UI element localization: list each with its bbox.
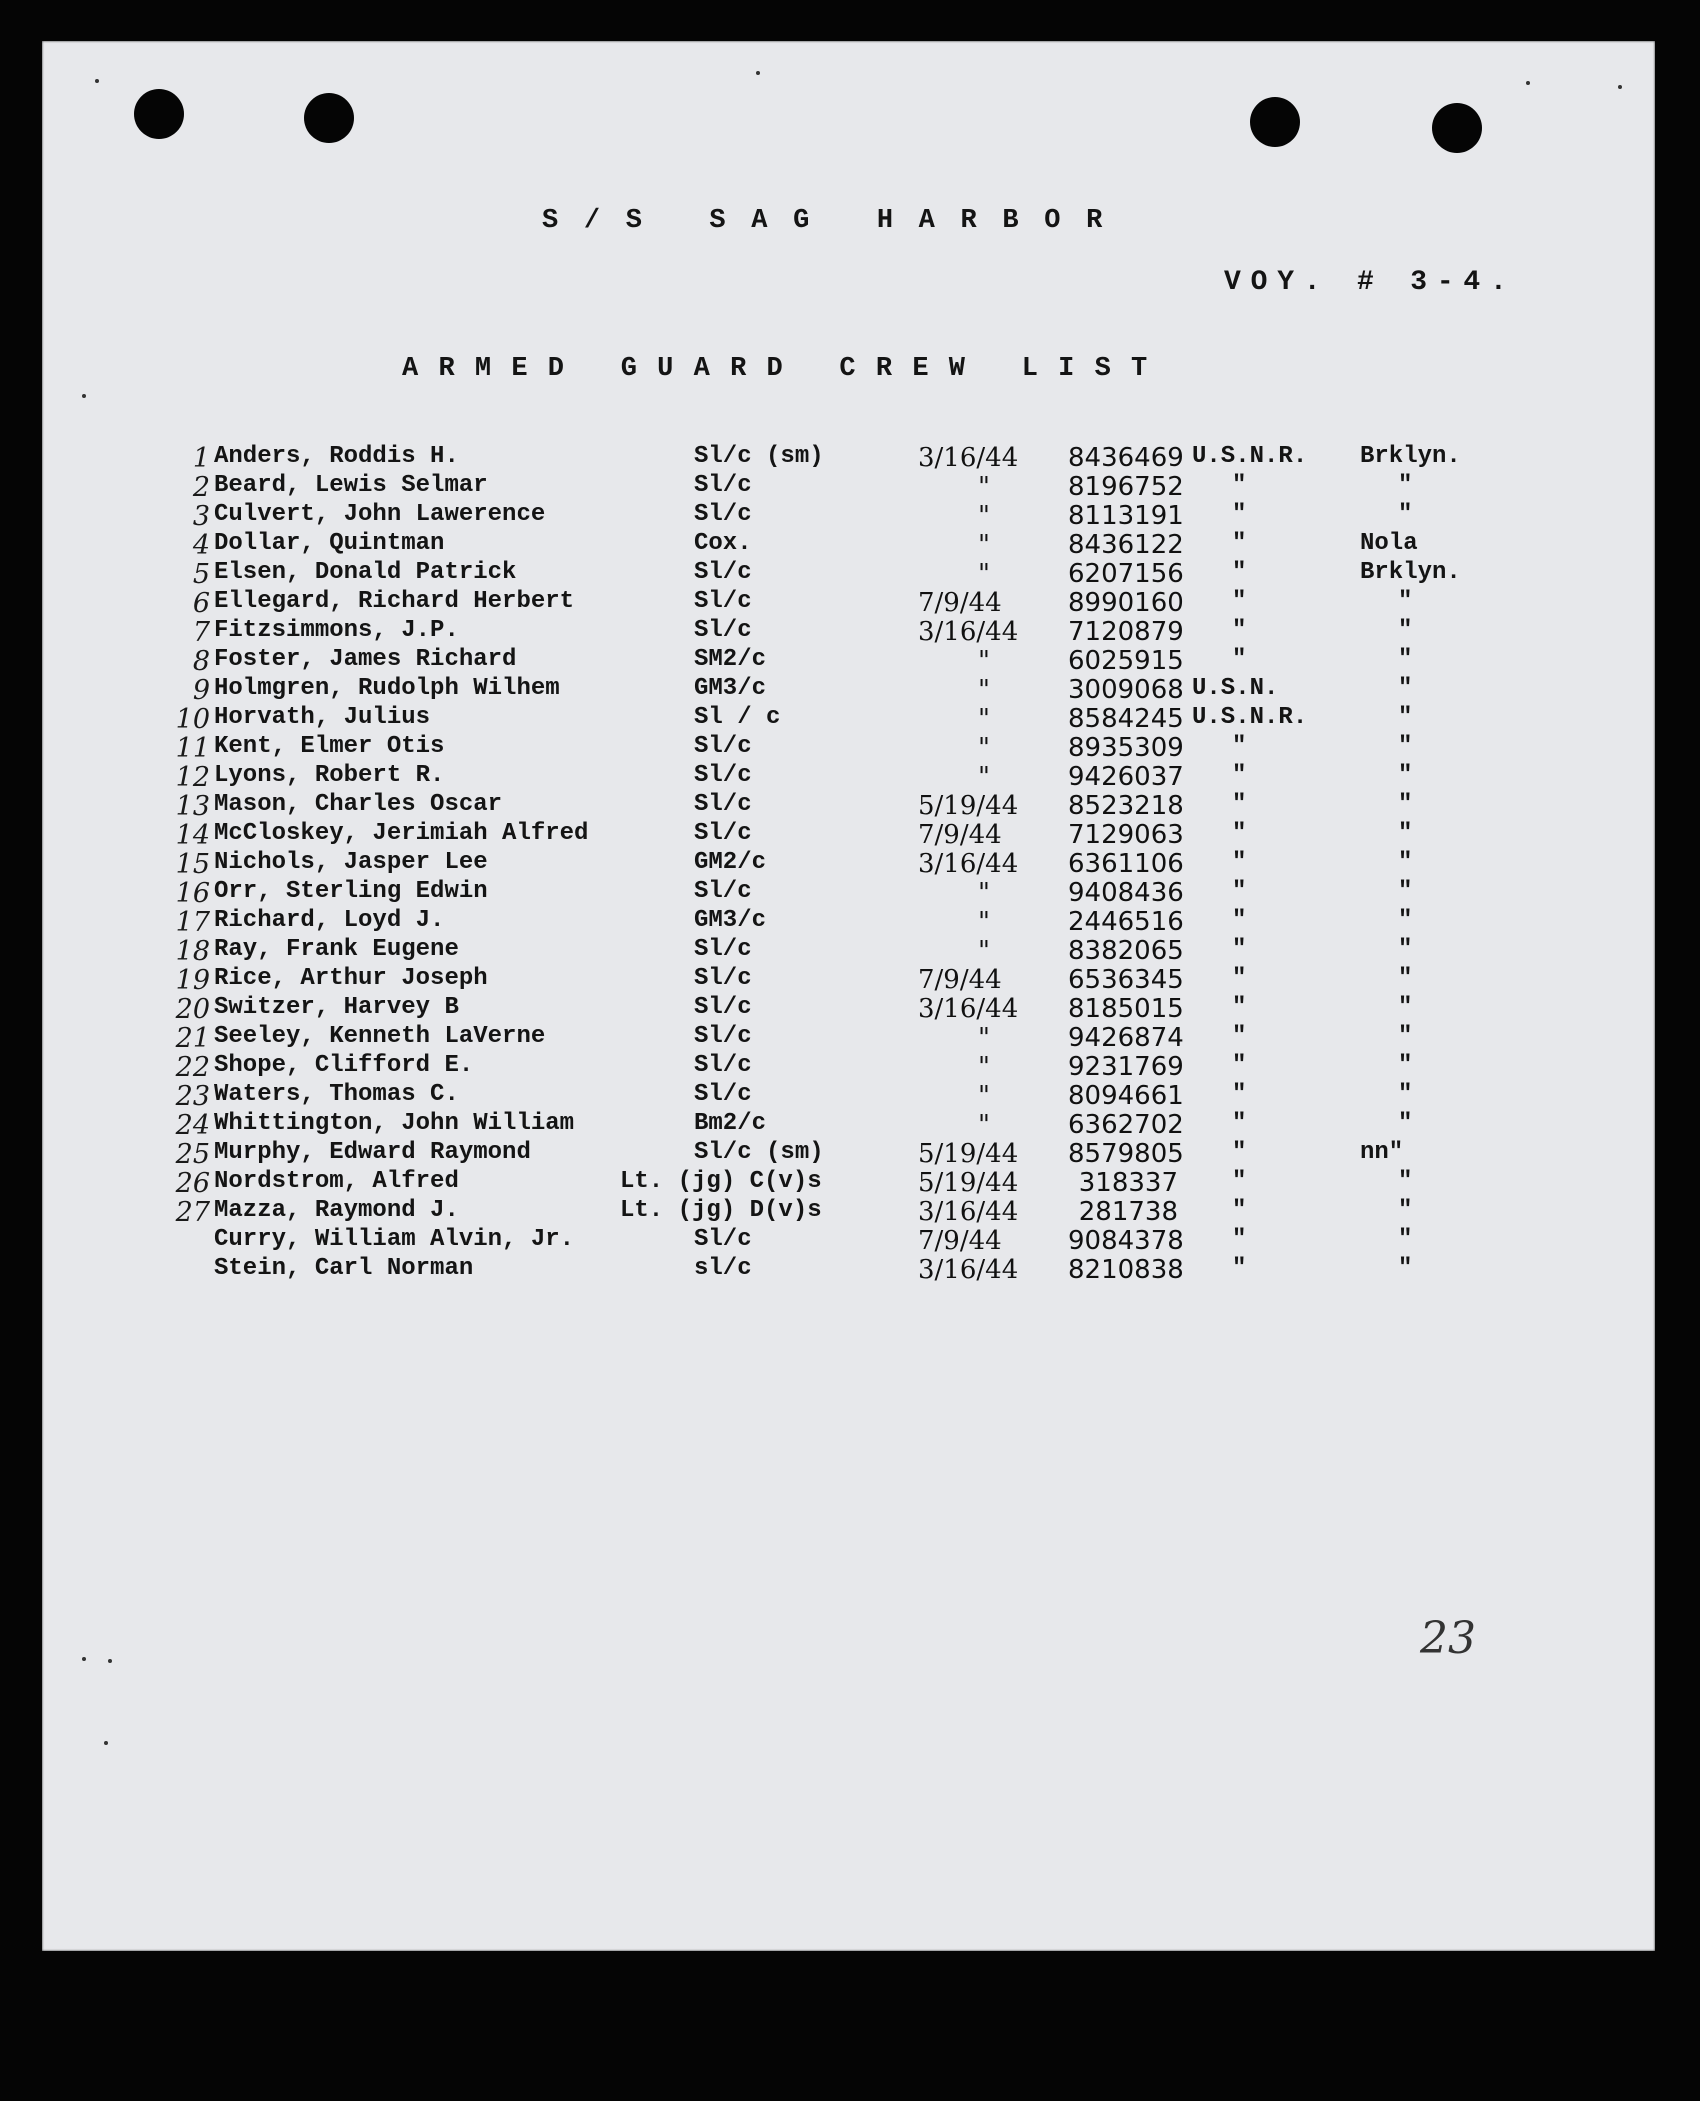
crew-date: 7/9/44 [918,588,1002,618]
crew-service-number: 8113191 [1068,501,1184,531]
crew-member-name: Mazza, Raymond J. [214,1197,459,1224]
speck [82,394,86,398]
crew-service-number: 6361106 [1068,849,1184,879]
crew-service-number: 7129063 [1068,820,1184,850]
crew-member-name: Curry, William Alvin, Jr. [214,1226,575,1253]
crew-branch: " [1232,1168,1247,1195]
crew-rank: Sl/c [694,733,752,760]
speck [82,1657,86,1661]
crew-service-number: 6362702 [1068,1110,1184,1140]
crew-member-name: Mason, Charles Oscar [214,791,503,818]
crew-date: " [978,1023,990,1053]
crew-row-number: 3 [192,501,210,532]
crew-row [42,1168,1655,1197]
crew-home-port: " [1398,1255,1413,1282]
crew-service-number: 318337 [1078,1168,1178,1198]
crew-home-port: " [1398,472,1413,499]
crew-rank: SM2/c [694,646,767,673]
crew-service-number: 8436122 [1068,530,1184,560]
crew-row-number: 10 [175,704,210,735]
crew-service-number: 8436469 [1068,443,1184,473]
crew-branch: " [1232,878,1247,905]
crew-row [42,617,1655,646]
crew-branch: " [1232,1197,1247,1224]
crew-rank: GM2/c [694,849,767,876]
crew-rank: Bm2/c [694,1110,767,1137]
crew-date: " [978,733,990,763]
crew-branch: " [1232,762,1247,789]
crew-row-number: 9 [192,675,210,706]
crew-row-number: 4 [192,530,210,561]
crew-row [42,820,1655,849]
crew-row [42,1226,1655,1255]
crew-home-port: " [1398,1023,1413,1050]
crew-row [42,1139,1655,1168]
crew-row [42,994,1655,1023]
crew-service-number: 9426874 [1068,1023,1184,1053]
crew-branch: " [1232,849,1247,876]
crew-row-number: 5 [192,559,210,590]
crew-row-number: 24 [175,1110,210,1141]
crew-row-number: 17 [175,907,210,938]
crew-branch: " [1232,617,1247,644]
punch-hole [134,89,184,139]
crew-row [42,936,1655,965]
crew-branch: " [1232,1052,1247,1079]
crew-branch: U.S.N.R. [1192,704,1308,731]
crew-date: 3/16/44 [918,1255,1019,1285]
crew-branch: U.S.N. [1192,675,1279,702]
crew-branch: " [1232,588,1247,615]
crew-row-number: 14 [175,820,210,851]
crew-date: " [978,1081,990,1111]
crew-member-name: Richard, Loyd J. [214,907,445,934]
crew-row-number: 27 [175,1197,210,1228]
voyage-number: VOY. # 3-4. [1224,267,1517,298]
crew-service-number: 9408436 [1068,878,1184,908]
crew-service-number: 6207156 [1068,559,1184,589]
crew-row [42,1255,1655,1284]
crew-member-name: Rice, Arthur Joseph [214,965,488,992]
crew-row-number: 16 [175,878,210,909]
crew-rank: Sl/c (sm) [694,1139,824,1166]
crew-rank: Sl/c [694,501,752,528]
crew-service-number: 8185015 [1068,994,1184,1024]
crew-date: " [978,646,990,676]
crew-row-number: 13 [175,791,210,822]
crew-date: 3/16/44 [918,849,1019,879]
crew-row [42,1081,1655,1110]
crew-date: " [978,907,990,937]
crew-branch: " [1232,994,1247,1021]
crew-member-name: Stein, Carl Norman [214,1255,474,1282]
crew-row [42,733,1655,762]
crew-home-port: " [1398,994,1413,1021]
crew-branch: " [1232,733,1247,760]
crew-date: 3/16/44 [918,443,1019,473]
crew-row-number: 18 [175,936,210,967]
crew-home-port: " [1398,704,1413,731]
crew-home-port: Brklyn. [1360,443,1461,470]
crew-service-number: 8196752 [1068,472,1184,502]
crew-date: 5/19/44 [918,1139,1019,1169]
crew-member-name: Foster, James Richard [214,646,517,673]
crew-home-port: " [1398,617,1413,644]
crew-row [42,1023,1655,1052]
crew-rank: Sl/c [694,1023,752,1050]
crew-member-name: Nordstrom, Alfred [214,1168,459,1195]
crew-branch: " [1232,936,1247,963]
crew-branch: " [1232,1255,1247,1282]
crew-member-name: Culvert, John Lawerence [214,501,546,528]
crew-service-number: 6536345 [1068,965,1184,995]
crew-row-number: 1 [192,443,210,474]
crew-home-port: " [1398,820,1413,847]
crew-home-port: " [1398,1197,1413,1224]
crew-home-port: " [1398,1226,1413,1253]
crew-row [42,1052,1655,1081]
crew-row [42,675,1655,704]
crew-member-name: Orr, Sterling Edwin [214,878,488,905]
crew-home-port: " [1398,1081,1413,1108]
crew-branch: " [1232,501,1247,528]
crew-row [42,530,1655,559]
crew-home-port: " [1398,1052,1413,1079]
crew-service-number: 9426037 [1068,762,1184,792]
crew-date: 3/16/44 [918,617,1019,647]
crew-rank: Sl/c (sm) [694,443,824,470]
crew-row [42,443,1655,472]
crew-service-number: 8210838 [1068,1255,1184,1285]
crew-row-number: 20 [175,994,210,1025]
crew-member-name: Fitzsimmons, J.P. [214,617,459,644]
crew-row [42,472,1655,501]
crew-date: " [978,559,990,589]
crew-member-name: Ray, Frank Eugene [214,936,459,963]
crew-rank: Sl/c [694,820,752,847]
crew-home-port: " [1398,733,1413,760]
crew-home-port: " [1398,849,1413,876]
crew-row [42,501,1655,530]
crew-row [42,849,1655,878]
crew-home-port: Brklyn. [1360,559,1461,586]
crew-row-number: 6 [192,588,210,619]
crew-row [42,646,1655,675]
speck [95,79,99,83]
crew-branch: " [1232,965,1247,992]
crew-row-number: 11 [175,733,210,764]
crew-row-number: 12 [175,762,210,793]
crew-row-number: 19 [175,965,210,996]
crew-branch: " [1232,559,1247,586]
crew-member-name: Elsen, Donald Patrick [214,559,517,586]
crew-date: 3/16/44 [918,994,1019,1024]
crew-branch: U.S.N.R. [1192,443,1308,470]
crew-row [42,762,1655,791]
crew-home-port: " [1398,762,1413,789]
crew-service-number: 9084378 [1068,1226,1184,1256]
crew-date: " [978,501,990,531]
crew-home-port: " [1398,878,1413,905]
crew-member-name: Whittington, John William [214,1110,575,1137]
crew-home-port: " [1398,965,1413,992]
page-number: 23 [1420,1613,1476,1664]
crew-date: " [978,675,990,705]
crew-service-number: 9231769 [1068,1052,1184,1082]
crew-row-number: 21 [175,1023,210,1054]
crew-rank: GM3/c [694,675,767,702]
crew-rank: Sl/c [694,617,752,644]
crew-home-port: " [1398,907,1413,934]
crew-member-name: Ellegard, Richard Herbert [214,588,575,615]
crew-rank: Sl/c [694,1081,752,1108]
crew-branch: " [1232,791,1247,818]
crew-row [42,1110,1655,1139]
crew-rank: Sl / c [694,704,781,731]
crew-rank: Sl/c [694,559,752,586]
crew-branch: " [1232,472,1247,499]
crew-branch: " [1232,1139,1247,1166]
crew-rank: Sl/c [694,965,752,992]
crew-home-port: Nola [1360,530,1418,557]
crew-row-number: 25 [175,1139,210,1170]
crew-row-number: 26 [175,1168,210,1199]
crew-date: " [978,936,990,966]
crew-rank: Sl/c [694,791,752,818]
crew-member-name: Shope, Clifford E. [214,1052,474,1079]
crew-rank: Cox. [694,530,752,557]
crew-row-number: 8 [192,646,210,677]
punch-hole [1432,103,1482,153]
speck [756,71,760,75]
crew-date: " [978,1110,990,1140]
crew-rank: Sl/c [694,878,752,905]
crew-home-port: nn" [1360,1139,1404,1166]
crew-branch: " [1232,1226,1247,1253]
crew-service-number: 8579805 [1068,1139,1184,1169]
crew-service-number: 8990160 [1068,588,1184,618]
speck [108,1659,112,1663]
crew-home-port: " [1398,1110,1413,1137]
crew-member-name: Kent, Elmer Otis [214,733,445,760]
crew-home-port: " [1398,791,1413,818]
crew-row-number: 15 [175,849,210,880]
speck [1618,85,1622,89]
crew-rank: Sl/c [694,936,752,963]
crew-date: " [978,704,990,734]
crew-member-name: Nichols, Jasper Lee [214,849,488,876]
list-title: ARMED GUARD CREW LIST [402,354,1168,384]
crew-home-port: " [1398,646,1413,673]
crew-member-name: Lyons, Robert R. [214,762,445,789]
crew-date: 7/9/44 [918,965,1002,995]
crew-branch: " [1232,907,1247,934]
crew-table [42,443,1655,1343]
crew-member-name: Beard, Lewis Selmar [214,472,488,499]
crew-branch: " [1232,530,1247,557]
crew-service-number: 8382065 [1068,936,1184,966]
crew-rank: Sl/c [694,994,752,1021]
document-page [42,41,1655,1951]
crew-row-number: 7 [192,617,210,648]
punch-hole [1250,97,1300,147]
crew-row [42,559,1655,588]
crew-row [42,704,1655,733]
crew-date: " [978,472,990,502]
crew-date: 7/9/44 [918,820,1002,850]
crew-service-number: 281738 [1078,1197,1178,1227]
crew-row [42,1197,1655,1226]
crew-service-number: 8094661 [1068,1081,1184,1111]
crew-date: 3/16/44 [918,1197,1019,1227]
crew-row-number: 2 [192,472,210,503]
crew-home-port: " [1398,675,1413,702]
crew-service-number: 8523218 [1068,791,1184,821]
crew-row-number: 22 [175,1052,210,1083]
crew-home-port: " [1398,1168,1413,1195]
crew-rank: GM3/c [694,907,767,934]
crew-date: 5/19/44 [918,1168,1019,1198]
crew-service-number: 8935309 [1068,733,1184,763]
ship-name: S/S SAG HARBOR [542,206,1128,236]
crew-home-port: " [1398,501,1413,528]
crew-branch: " [1232,820,1247,847]
crew-member-name: Holmgren, Rudolph Wilhem [214,675,560,702]
speck [104,1741,108,1745]
crew-rank: Lt. (jg) D(v)s [620,1197,822,1224]
crew-date: " [978,878,990,908]
crew-date: " [978,762,990,792]
crew-member-name: Waters, Thomas C. [214,1081,459,1108]
crew-row [42,965,1655,994]
crew-rank: Sl/c [694,762,752,789]
crew-rank: Sl/c [694,1226,752,1253]
crew-service-number: 2446516 [1068,907,1184,937]
crew-row [42,791,1655,820]
crew-branch: " [1232,1110,1247,1137]
crew-branch: " [1232,1023,1247,1050]
crew-rank: Sl/c [694,588,752,615]
punch-hole [304,93,354,143]
crew-date: 7/9/44 [918,1226,1002,1256]
speck [1526,81,1530,85]
crew-row [42,588,1655,617]
crew-rank: Sl/c [694,1052,752,1079]
crew-rank: Lt. (jg) C(v)s [620,1168,822,1195]
crew-date: " [978,530,990,560]
crew-member-name: Seeley, Kenneth LaVerne [214,1023,546,1050]
crew-member-name: McCloskey, Jerimiah Alfred [214,820,589,847]
crew-row [42,878,1655,907]
crew-member-name: Switzer, Harvey B [214,994,459,1021]
crew-date: " [978,1052,990,1082]
crew-home-port: " [1398,588,1413,615]
crew-rank: Sl/c [694,472,752,499]
crew-service-number: 6025915 [1068,646,1184,676]
crew-member-name: Horvath, Julius [214,704,431,731]
crew-home-port: " [1398,936,1413,963]
crew-branch: " [1232,646,1247,673]
crew-member-name: Anders, Roddis H. [214,443,459,470]
crew-service-number: 3009068 [1068,675,1184,705]
crew-branch: " [1232,1081,1247,1108]
crew-date: 5/19/44 [918,791,1019,821]
crew-rank: sl/c [694,1255,752,1282]
crew-member-name: Murphy, Edward Raymond [214,1139,531,1166]
crew-row-number: 23 [175,1081,210,1112]
crew-service-number: 8584245 [1068,704,1184,734]
crew-service-number: 7120879 [1068,617,1184,647]
crew-member-name: Dollar, Quintman [214,530,445,557]
crew-row [42,907,1655,936]
